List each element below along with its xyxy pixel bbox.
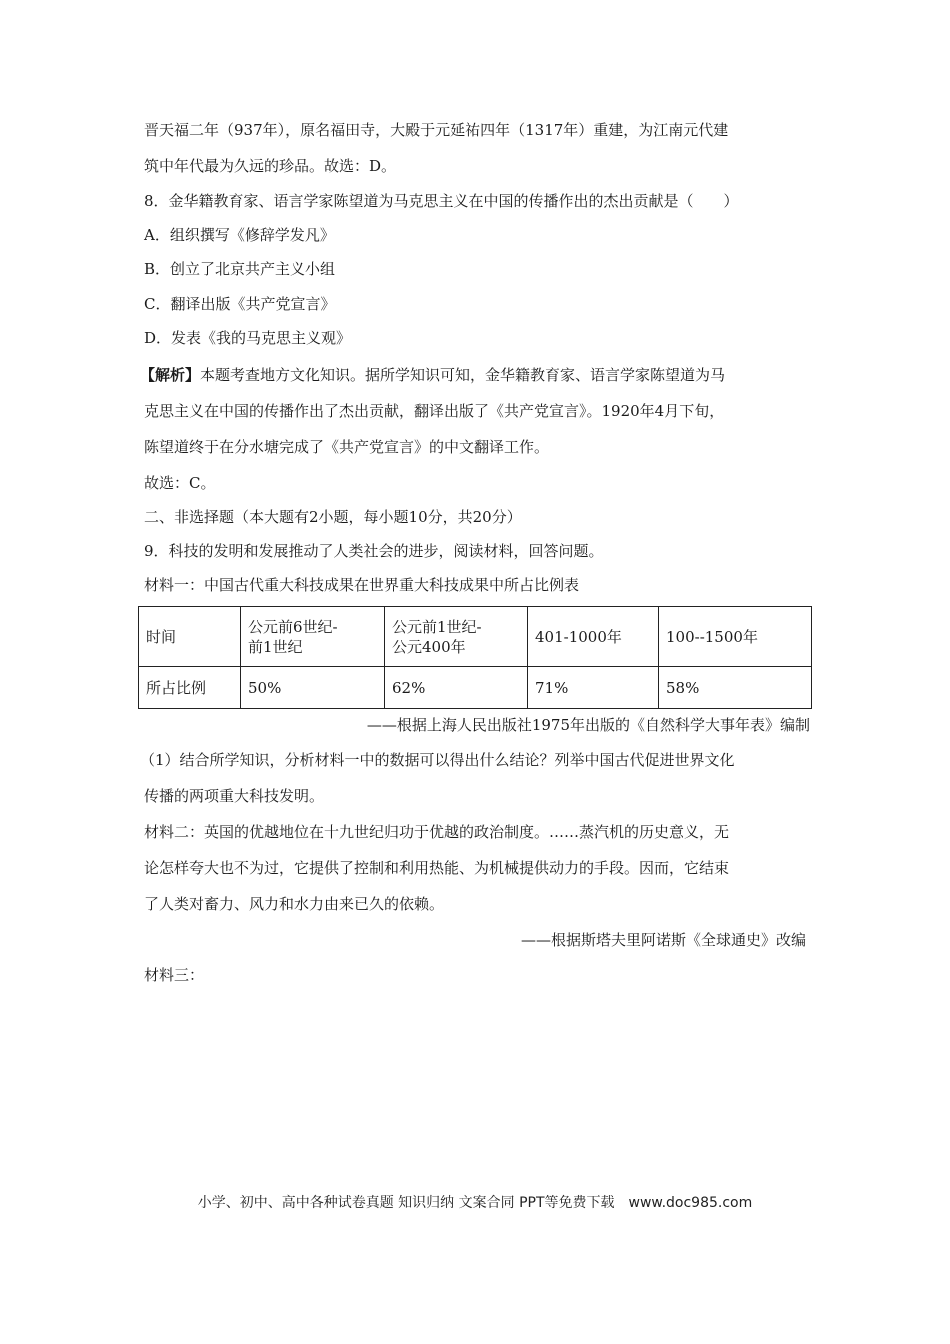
table-row xyxy=(139,667,812,709)
table-cell: 71% xyxy=(528,667,659,709)
option-b: B．创立了北京共产主义小组 xyxy=(144,260,336,278)
material-2-source: ——根据斯塔夫里阿诺斯《全球通史》改编 xyxy=(520,931,806,949)
option-d: D．发表《我的马克思主义观》 xyxy=(144,329,352,347)
table-header-cell: 401-1000年 xyxy=(528,607,659,667)
analysis-tag: 【解析】 xyxy=(140,366,201,384)
analysis-line: 克思主义在中国的传播作出了杰出贡献，翻译出版了《共产党宣言》。1920年4月下旬， xyxy=(144,402,725,420)
option-a: A．组织撰写《修辞学发凡》 xyxy=(144,226,335,244)
material-3-title: 材料三： xyxy=(144,966,205,984)
material-2-text: 材料二：英国的优越地位在十九世纪归功于优越的政治制度。……蒸汽机的历史意义，无 xyxy=(144,823,730,841)
question-9: 9．科技的发明和发展推动了人类社会的进步，阅读材料，回答问题。 xyxy=(144,542,604,560)
material-2-text: 论怎样夸大也不为过，它提供了控制和利用热能、为机械提供动力的手段。因而，它结束 xyxy=(144,859,730,877)
table-header-cell: 100--1500年 xyxy=(659,607,812,667)
table-cell: 50% xyxy=(241,667,385,709)
material-1-source: ——根据上海人民出版社1975年出版的《自然科学大事年表》编制 xyxy=(366,716,810,734)
material-1-title: 材料一：中国古代重大科技成果在世界重大科技成果中所占比例表 xyxy=(144,576,580,594)
analysis-line xyxy=(140,365,725,385)
question-8: 8．金华籍教育家、语言学家陈望道为马克思主义在中国的传播作出的杰出贡献是（ ） xyxy=(144,192,739,210)
table-header-cell: 时间 xyxy=(139,607,241,667)
text-line: 筑中年代最为久远的珍品。故选：D。 xyxy=(144,157,397,175)
table-cell: 62% xyxy=(385,667,528,709)
ratio-table xyxy=(138,606,812,709)
analysis-text: 本题考查地方文化知识。据所学知识可知，金华籍教育家、语言学家陈望道为马 xyxy=(200,366,726,384)
option-c: C．翻译出版《共产党宣言》 xyxy=(144,295,336,313)
table-header-row xyxy=(139,607,812,667)
answer-line: 故选：C。 xyxy=(144,474,216,492)
sub-question-1: （1）结合所学知识，分析材料一中的数据可以得出什么结论？列举中国古代促进世界文化 xyxy=(140,751,735,769)
material-2-text: 了人类对畜力、风力和水力由来已久的依赖。 xyxy=(144,895,445,913)
section-heading: 二、非选择题（本大题有2小题，每小题10分，共20分） xyxy=(144,508,522,526)
table-cell: 所占比例 xyxy=(139,667,241,709)
table-header-cell: 公元前1世纪- 公元400年 xyxy=(385,607,528,667)
table-header-cell: 公元前6世纪- 前1世纪 xyxy=(241,607,385,667)
sub-question-1: 传播的两项重大科技发明。 xyxy=(144,787,325,805)
table-cell: 58% xyxy=(659,667,812,709)
analysis-line: 陈望道终于在分水塘完成了《共产党宣言》的中文翻译工作。 xyxy=(144,438,550,456)
text-line: 晋天福二年（937年），原名福田寺，大殿于元延祐四年（1317年）重建，为江南元代建 xyxy=(144,121,729,139)
page-footer: 小学、初中、高中各种试卷真题 知识归纳 文案合同 PPT等免费下载 www.doc985.com xyxy=(197,1195,753,1211)
